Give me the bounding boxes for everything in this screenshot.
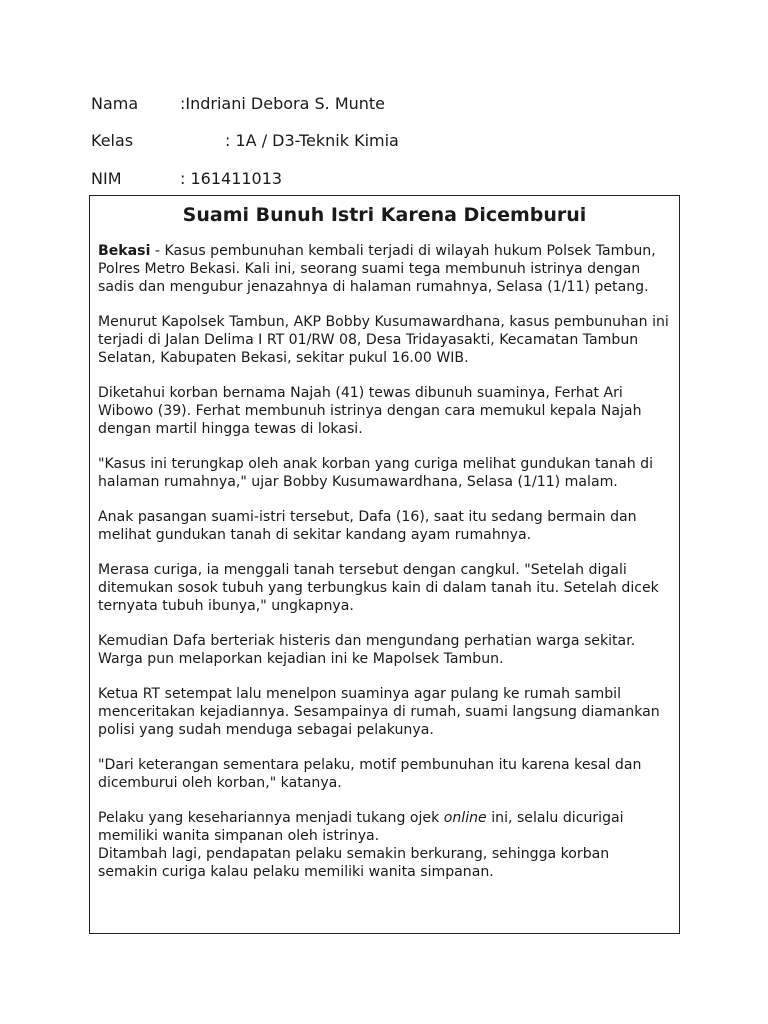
- article-paragraph-8: Ketua RT setempat lalu menelpon suaminya agar pulang ke rumah sambil menceritakan kejadiannya. Sesampainya di rumah, suami langsung diamankan polisi yang sudah menduga sebagai pelakunya.: [98, 686, 660, 738]
- article-paragraph-3: Diketahui korban bernama Najah (41) tewas dibunuh suaminya, Ferhat Ari Wibowo (39). Ferhat membunuh istrinya dengan cara memukul kepala Najah dengan martil hingga tewas di lokasi.: [98, 385, 642, 437]
- paragraph-10-emphasis: online: [443, 810, 487, 826]
- nim-label: NIM: [91, 169, 122, 188]
- paragraph-1-text: - Kasus pembunuhan kembali terjadi di wilayah hukum Polsek Tambun, Polres Metro Bekasi. Kali ini, seorang suami tega membunuh istrinya dengan sadis dan mengubur jenazahnya di halaman rumahnya, Selasa (1/11) petang.: [98, 243, 656, 295]
- article-paragraph-1: [98, 242, 670, 296]
- dateline: Bekasi: [98, 243, 151, 259]
- paragraph-10-text-a: Pelaku yang kesehariannya menjadi tukang ojek: [98, 810, 444, 826]
- article-paragraph-7: Kemudian Dafa berteriak histeris dan mengundang perhatian warga sekitar. Warga pun melaporkan kejadian ini ke Mapolsek Tambun.: [98, 633, 636, 667]
- paragraph-10-text-b: ini, selalu dicurigai memiliki wanita simpanan oleh istrinya.: [98, 810, 624, 844]
- class-value: : 1A / D3-Teknik Kimia: [225, 131, 399, 150]
- name-value: :Indriani Debora S. Munte: [180, 94, 386, 113]
- article-paragraph-6: Merasa curiga, ia menggali tanah tersebut dengan cangkul. "Setelah digali ditemukan sosok tubuh yang terbungkus kain di dalam tanah itu. Setelah dicek ternyata tubuh ibunya," ungkapnya.: [98, 562, 659, 614]
- article-paragraph-5: Anak pasangan suami-istri tersebut, Dafa (16), saat itu sedang bermain dan melihat gundukan tanah di sekitar kandang ayam rumahnya.: [98, 509, 637, 543]
- article-box: [89, 195, 680, 934]
- article-paragraph-9: "Dari keterangan sementara pelaku, motif pembunuhan itu karena kesal dan dicemburui oleh korban," katanya.: [98, 757, 642, 791]
- article-paragraph-11: Ditambah lagi, pendapatan pelaku semakin berkurang, sehingga korban semakin curiga kalau pelaku memiliki wanita simpanan.: [98, 846, 610, 880]
- article-paragraph-2: Menurut Kapolsek Tambun, AKP Bobby Kusumawardhana, kasus pembunuhan ini terjadi di Jalan Delima I RT 01/RW 08, Desa Tridayasakti, Kecamatan Tambun Selatan, Kabupaten Bekasi, sekitar pukul 16.00 WIB.: [98, 314, 669, 366]
- class-label: Kelas: [91, 131, 134, 150]
- article-paragraph-4: "Kasus ini terungkap oleh anak korban yang curiga melihat gundukan tanah di halaman rumahnya," ujar Bobby Kusumawardhana, Selasa (1/11) malam.: [98, 456, 654, 490]
- nim-value: : 161411013: [180, 169, 283, 188]
- article-paragraph-10: [98, 809, 670, 845]
- name-label: Nama: [91, 94, 139, 113]
- article-title: Suami Bunuh Istri Karena Dicemburui: [182, 204, 587, 226]
- article-body: [98, 242, 670, 898]
